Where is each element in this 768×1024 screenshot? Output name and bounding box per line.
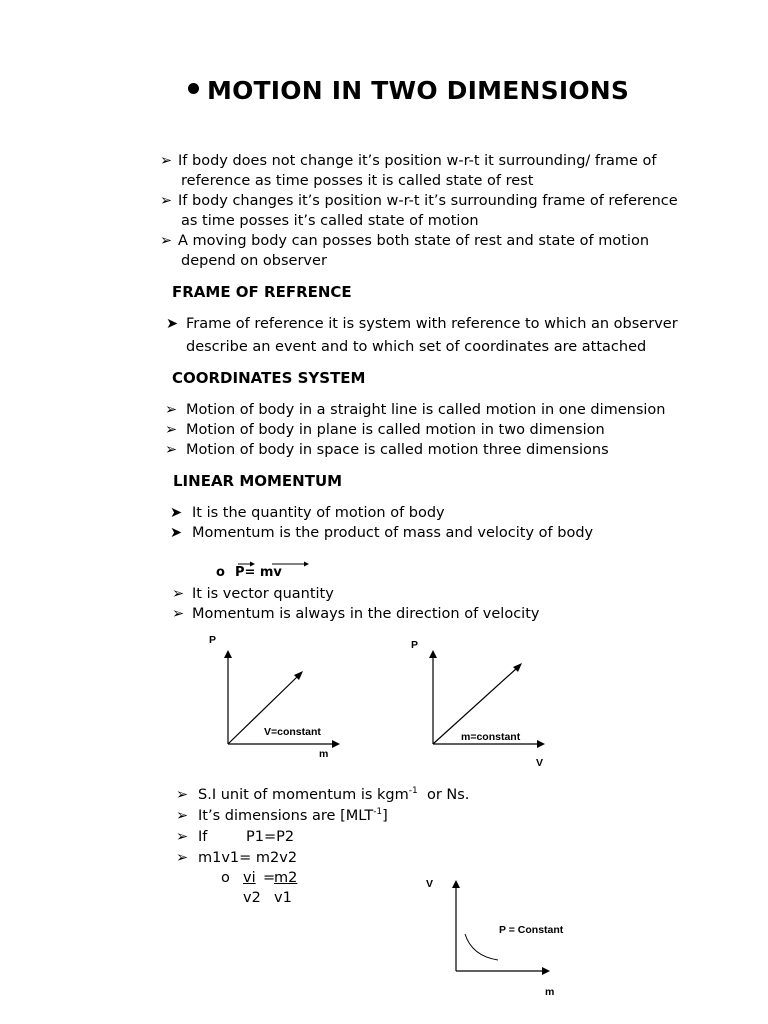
graph-note: V=constant <box>264 726 321 738</box>
arrow-bullet-icon: ➢ <box>172 606 185 622</box>
list-item <box>176 827 294 847</box>
list-item-text: It is vector quantity <box>192 586 334 602</box>
list-item-text: It is the quantity of motion of body <box>192 505 445 521</box>
list-item <box>176 848 297 868</box>
arrow-bullet-icon: ➢ <box>165 402 178 418</box>
list-item-text: Frame of reference it is system with reference to which an observer <box>186 316 678 332</box>
frame-of-reference-heading: FRAME OF REFRENCE <box>172 283 352 301</box>
list-item-text: Motion of body in space is called motion three dimensions <box>186 442 609 458</box>
x-axis-label: m <box>319 748 329 760</box>
graph-note: P = Constant <box>499 924 564 936</box>
page-title <box>188 76 629 105</box>
coordinates-heading: COORDINATES SYSTEM <box>172 369 366 387</box>
list-item-text: If body changes it’s position w-r-t it’s surrounding frame of reference <box>178 193 678 209</box>
ratio-top-right: m2 <box>274 870 298 886</box>
arrow-bullet-icon: ➢ <box>165 442 178 458</box>
y-axis-label: P <box>411 639 419 651</box>
si-unit-text: S.I unit of momentum is kgm <box>198 787 409 803</box>
arrow-bullet-icon: ➤ <box>170 525 183 541</box>
list-item-continuation: as time posses it’s called state of motion <box>181 213 479 229</box>
arrow-bullet-icon: ➢ <box>160 233 173 249</box>
formula-bullet: o <box>216 565 225 580</box>
list-item-continuation: describe an event and to which set of coordinates are attached <box>186 339 647 355</box>
arrow-bullet-icon: ➢ <box>160 193 173 209</box>
dimensions-suffix: ] <box>382 808 388 824</box>
arrow-bullet-icon: ➢ <box>176 808 189 824</box>
list-item-text: Motion of body in plane is called motion in two dimension <box>186 422 605 438</box>
arrow-bullet-icon: ➢ <box>176 850 189 866</box>
list-item <box>176 785 469 805</box>
list-item-continuation: reference as time posses it is called state of rest <box>181 173 534 189</box>
momentum-conservation-text: m1v1= m2v2 <box>198 850 298 866</box>
if-equation: P1=P2 <box>246 829 295 845</box>
arrow-bullet-icon: ➢ <box>172 586 185 602</box>
graph-note: m=constant <box>461 731 521 743</box>
graph-p-vs-m-axes <box>222 648 352 758</box>
vector-arrows <box>236 560 316 570</box>
dimensions-text: It’s dimensions are [MLT <box>198 808 374 824</box>
si-unit-suffix: or Ns. <box>417 787 470 803</box>
y-axis-label: P <box>209 634 217 646</box>
title-bullet <box>188 83 199 94</box>
arrow-bullet-icon: ➤ <box>166 316 179 332</box>
list-item <box>160 151 657 171</box>
list-item <box>166 314 678 334</box>
list-item <box>176 806 388 826</box>
list-item-text: Motion of body in a straight line is called motion in one dimension <box>186 402 666 418</box>
ratio-bullet: o <box>221 870 230 886</box>
ratio-equals: = <box>263 870 276 886</box>
list-item-text: Momentum is always in the direction of velocity <box>192 606 540 622</box>
list-item-text: Momentum is the product of mass and velocity of body <box>192 525 594 541</box>
list-item <box>170 503 445 523</box>
ratio-top-left: vi <box>243 870 256 886</box>
list-item-text: A moving body can posses both state of rest and state of motion <box>178 233 650 249</box>
dimensions-sup: -1 <box>373 807 383 818</box>
si-unit-sup: -1 <box>408 786 418 797</box>
if-label: If <box>198 829 208 845</box>
title-text: MOTION IN TWO DIMENSIONS <box>207 76 630 105</box>
x-axis-label: V <box>536 757 544 769</box>
list-item-continuation: depend on observer <box>181 253 327 269</box>
linear-momentum-heading: LINEAR MOMENTUM <box>173 472 343 490</box>
list-item <box>165 400 665 420</box>
ratio-bottom-right: v1 <box>274 890 292 906</box>
list-item <box>165 420 605 440</box>
list-item <box>160 191 678 211</box>
x-axis-label: m <box>545 986 555 998</box>
arrow-bullet-icon: ➢ <box>176 829 189 845</box>
list-item <box>172 604 539 624</box>
list-item <box>172 584 334 604</box>
arrow-bullet-icon: ➤ <box>170 505 183 521</box>
list-item <box>165 440 609 460</box>
list-item <box>160 231 649 251</box>
arrow-bullet-icon: ➢ <box>160 153 173 169</box>
list-item-text: If body does not change it’s position w-r-t it surrounding/ frame of <box>178 153 657 169</box>
formula-text: P= mv <box>234 565 282 580</box>
arrow-bullet-icon: ➢ <box>165 422 178 438</box>
y-axis-label: V <box>426 878 434 890</box>
list-item <box>170 523 593 543</box>
arrow-bullet-icon: ➢ <box>176 787 189 803</box>
ratio-bottom-left: v2 <box>243 890 261 906</box>
